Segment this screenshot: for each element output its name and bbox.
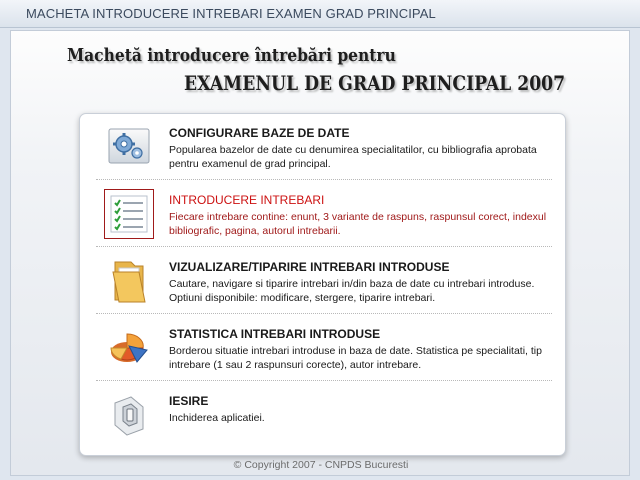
menu-item-title: INTRODUCERE INTREBARI: [169, 193, 325, 207]
folder-icon: [104, 256, 154, 306]
menu-item-description: Inchiderea aplicatiei.: [169, 412, 265, 424]
header-line1: Machetă introducere întrebări pentru: [67, 45, 396, 66]
menu-item-title: STATISTICA INTREBARI INTRODUSE: [169, 327, 381, 341]
menu-item-title: VIZUALIZARE/TIPARIRE INTREBARI INTRODUSE: [169, 260, 450, 274]
menu-item-configurare[interactable]: [96, 114, 552, 180]
menu-item-description: Popularea bazelor de date cu denumirea specialitatilor, cu bibliografia aprobata pentru examenul de grad principal.: [169, 144, 537, 170]
window-titlebar: [0, 0, 640, 28]
menu-item-title: IESIRE: [169, 394, 209, 408]
pie-chart-icon: [104, 323, 154, 373]
menu-panel: [79, 113, 566, 456]
gears-icon: [104, 122, 154, 172]
header-line2: EXAMENUL DE GRAD PRINCIPAL 2007: [184, 71, 566, 95]
menu-item-statistica[interactable]: [96, 315, 552, 381]
menu-item-title: CONFIGURARE BAZE DE DATE: [169, 126, 350, 140]
checklist-icon: [104, 189, 154, 239]
window-title: MACHETA INTRODUCERE INTREBARI EXAMEN GRAD PRINCIPAL: [26, 6, 436, 21]
menu-item-introducere[interactable]: [96, 181, 552, 247]
main-window: [10, 30, 630, 476]
copyright-footer: © Copyright 2007 - CNPDS Bucuresti: [233, 459, 409, 471]
menu-item-description: Borderou situatie intrebari introduse in baza de date. Statistica pe specialitati, tip intrebare (1 sau 2 raspunsuri corecte), autor intrebare.: [169, 345, 542, 371]
menu-item-description: Fiecare intrebare contine: enunt, 3 variante de raspuns, raspunsul corect, indexul bibliografic, pagina, autorul intrebarii.: [169, 211, 547, 237]
switch-icon: [104, 390, 154, 440]
menu-item-description: Cautare, navigare si tiparire intrebari in/din baza de date cu intrebari introduse. Optiuni disponibile: modificare, stergere, tiparire intrebari.: [169, 278, 535, 304]
menu-item-vizualizare[interactable]: [96, 248, 552, 314]
menu-item-iesire[interactable]: [96, 382, 552, 448]
